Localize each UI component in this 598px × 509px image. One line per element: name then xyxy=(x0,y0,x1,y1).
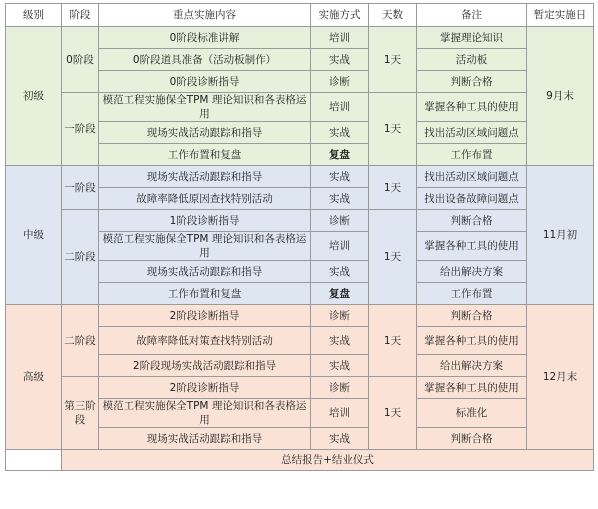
header-stage: 阶段 xyxy=(62,4,99,27)
footer-row xyxy=(6,450,594,471)
content-cell: 0阶段诊断指导 xyxy=(99,71,311,93)
header-date: 暂定实施日 xyxy=(527,4,594,27)
content-cell: 0阶段标准讲解 xyxy=(99,27,311,49)
method-cell: 实战 xyxy=(311,261,369,283)
stage-cell: 二阶段 xyxy=(62,210,99,305)
stage-cell: 二阶段 xyxy=(62,305,99,377)
days-cell: 1天 xyxy=(369,93,417,166)
content-cell: 工作布置和复盘 xyxy=(99,144,311,166)
content-cell: 模范工程实施保全TPM 理论知识和各表格运用 xyxy=(99,232,311,261)
training-plan xyxy=(5,3,594,471)
stage-cell: 一阶段 xyxy=(62,93,99,166)
note-cell: 判断合格 xyxy=(417,305,527,327)
note-cell: 给出解决方案 xyxy=(417,261,527,283)
table-row xyxy=(6,305,594,327)
content-cell: 工作布置和复盘 xyxy=(99,283,311,305)
header-content: 重点实施内容 xyxy=(99,4,311,27)
content-cell: 现场实战活动跟踪和指导 xyxy=(99,166,311,188)
note-cell: 判断合格 xyxy=(417,428,527,450)
method-cell: 诊断 xyxy=(311,377,369,399)
content-cell: 模范工程实施保全TPM 理论知识和各表格运用 xyxy=(99,399,311,428)
header-days: 天数 xyxy=(369,4,417,27)
method-cell: 培训 xyxy=(311,27,369,49)
method-cell: 诊断 xyxy=(311,305,369,327)
training-plan-table xyxy=(5,3,594,471)
days-cell: 1天 xyxy=(369,27,417,93)
note-cell: 掌握各种工具的使用 xyxy=(417,93,527,122)
content-cell: 1阶段诊断指导 xyxy=(99,210,311,232)
note-cell: 工作布置 xyxy=(417,144,527,166)
content-cell: 2阶段诊断指导 xyxy=(99,377,311,399)
method-cell: 培训 xyxy=(311,93,369,122)
note-cell: 工作布置 xyxy=(417,283,527,305)
content-cell: 故障率降低原因查找特别活动 xyxy=(99,188,311,210)
method-cell: 实战 xyxy=(311,166,369,188)
stage-cell: 0阶段 xyxy=(62,27,99,93)
content-cell: 现场实战活动跟踪和指导 xyxy=(99,428,311,450)
method-cell: 复盘 xyxy=(311,283,369,305)
date-cell: 11月初 xyxy=(527,166,594,305)
method-cell: 培训 xyxy=(311,399,369,428)
header-row xyxy=(6,4,594,27)
table-row xyxy=(6,210,594,232)
days-cell: 1天 xyxy=(369,166,417,210)
date-cell: 12月末 xyxy=(527,305,594,450)
content-cell: 故障率降低对策查找特别活动 xyxy=(99,327,311,355)
method-cell: 实战 xyxy=(311,428,369,450)
note-cell: 给出解决方案 xyxy=(417,355,527,377)
header-level: 级别 xyxy=(6,4,62,27)
date-cell: 9月末 xyxy=(527,27,594,166)
header-note: 备注 xyxy=(417,4,527,27)
method-cell: 实战 xyxy=(311,188,369,210)
header-method: 实施方式 xyxy=(311,4,369,27)
note-cell: 找出设备故障问题点 xyxy=(417,188,527,210)
days-cell: 1天 xyxy=(369,210,417,305)
method-cell: 诊断 xyxy=(311,71,369,93)
note-cell: 判断合格 xyxy=(417,71,527,93)
footer-cell: 总结报告+结业仪式 xyxy=(62,450,594,471)
note-cell: 标准化 xyxy=(417,399,527,428)
content-cell: 现场实战活动跟踪和指导 xyxy=(99,122,311,144)
note-cell: 找出活动区域问题点 xyxy=(417,166,527,188)
level-cell: 中级 xyxy=(6,166,62,305)
method-cell: 诊断 xyxy=(311,210,369,232)
content-cell: 现场实战活动跟踪和指导 xyxy=(99,261,311,283)
note-cell: 判断合格 xyxy=(417,210,527,232)
method-cell: 实战 xyxy=(311,355,369,377)
note-cell: 活动板 xyxy=(417,49,527,71)
level-cell: 高级 xyxy=(6,305,62,450)
table-row xyxy=(6,166,594,188)
content-cell: 2阶段现场实战活动跟踪和指导 xyxy=(99,355,311,377)
method-cell: 复盘 xyxy=(311,144,369,166)
method-cell: 实战 xyxy=(311,49,369,71)
method-cell: 培训 xyxy=(311,232,369,261)
table-row xyxy=(6,377,594,399)
days-cell: 1天 xyxy=(369,305,417,377)
method-cell: 实战 xyxy=(311,327,369,355)
days-cell: 1天 xyxy=(369,377,417,450)
content-cell: 模范工程实施保全TPM 理论知识和各表格运用 xyxy=(99,93,311,122)
note-cell: 找出活动区域问题点 xyxy=(417,122,527,144)
note-cell: 掌握各种工具的使用 xyxy=(417,232,527,261)
content-cell: 2阶段诊断指导 xyxy=(99,305,311,327)
level-cell: 初级 xyxy=(6,27,62,166)
note-cell: 掌握各种工具的使用 xyxy=(417,377,527,399)
content-cell: 0阶段道具准备（活动板制作） xyxy=(99,49,311,71)
table-row xyxy=(6,27,594,49)
table-row xyxy=(6,93,594,122)
method-cell: 实战 xyxy=(311,122,369,144)
note-cell: 掌握各种工具的使用 xyxy=(417,327,527,355)
stage-cell: 第三阶段 xyxy=(62,377,99,450)
stage-cell: 一阶段 xyxy=(62,166,99,210)
note-cell: 掌握理论知识 xyxy=(417,27,527,49)
